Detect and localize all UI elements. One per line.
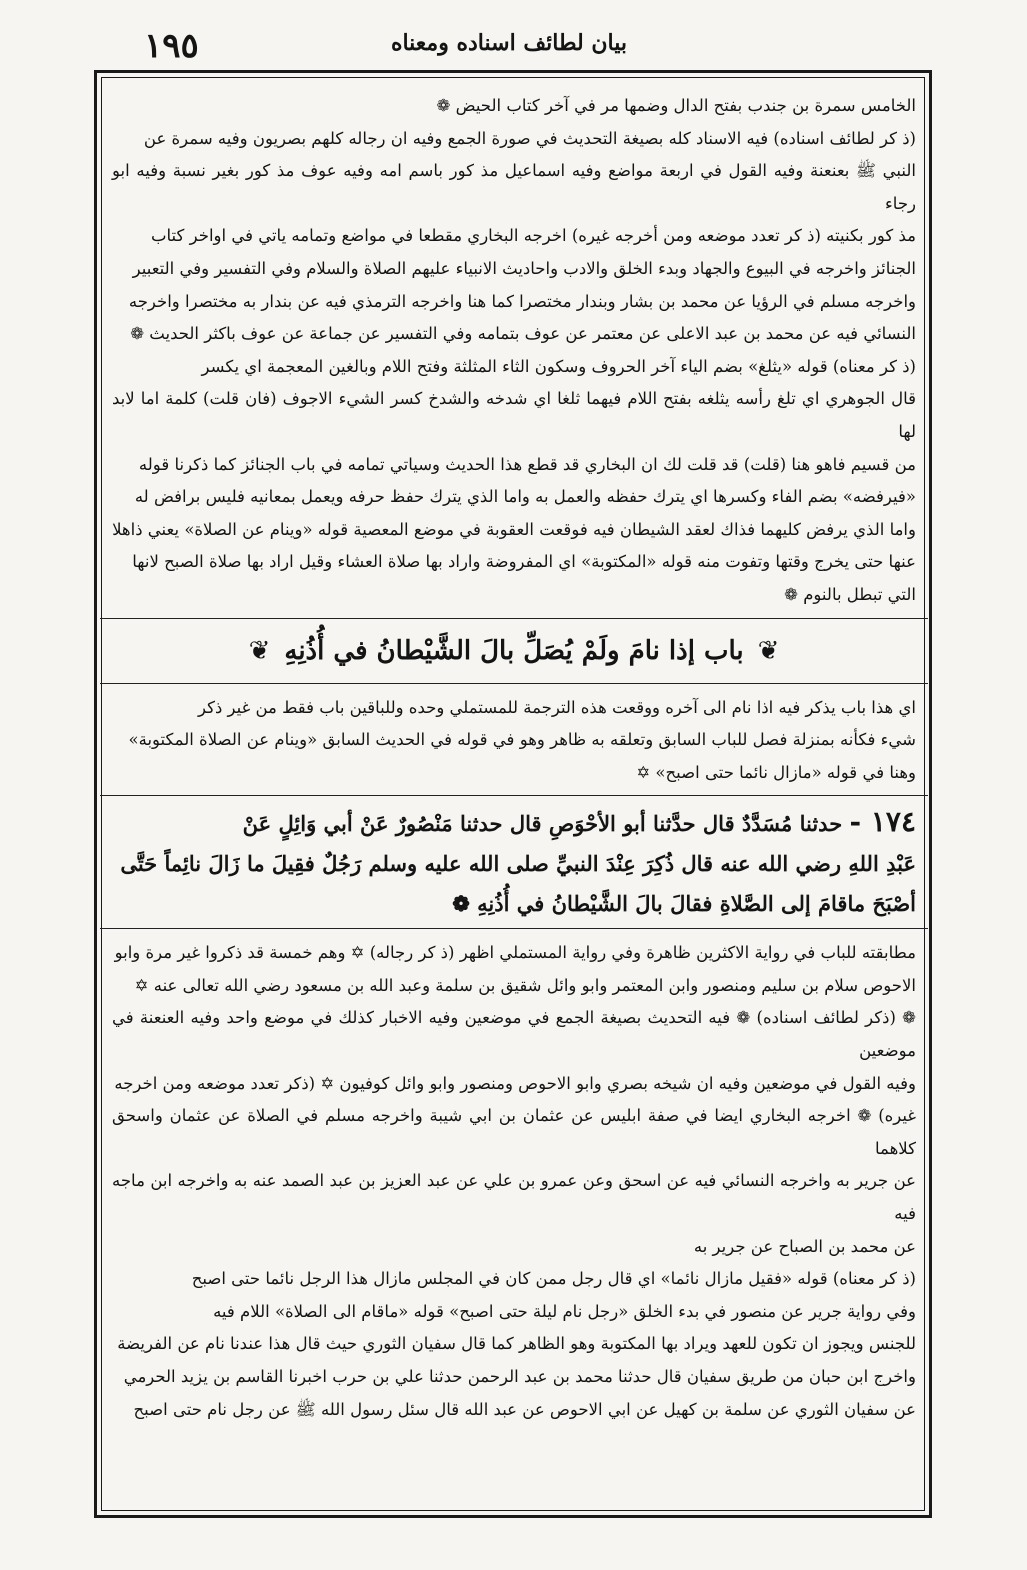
commentary-block-1 — [112, 90, 916, 351]
ornament-icon: ❦ — [757, 635, 780, 666]
text-line: اي هذا باب يذكر فيه اذا نام الى آخره ووقعت هذه الترجمة للمستملي وحده وللباقين باب فقط من غير ذكر — [197, 697, 916, 717]
text-line: التي تبطل بالنوم ❁ — [784, 584, 916, 604]
text-line: النسائي فيه عن محمد بن عبد الاعلى عن معتمر عن عوف بتمامه وفي التفسير عن جماعة عن عوف باكثر الحديث ❁ — [130, 324, 916, 344]
text-line: (ذ كر معناه) قوله «فقيل مازال نائما» اي قال رجل ممن كان في المجلس مازال هذا الرجل نائما حتى اصبح — [191, 1269, 916, 1289]
text-line: عن سفيان الثوري عن سلمة بن كهيل عن ابي الاحوص عن عبد الله قال سئل رسول الله ﷺ عن رجل نام حتى اصبح — [133, 1399, 916, 1419]
text-line: شيء فكأنه بمنزلة فصل للباب السابق وتعلقه به ظاهر وهو في قوله في الحديث السابق «وينام عن الصلاة المكتوبة» — [128, 730, 916, 750]
text-line: ❁ (ذكر لطائف اسناده) ❁ فيه التحديث بصيغة الجمع في موضعين وفيه الاخبار كذلك في موضع واحد وفيه العنعنة في موضعين — [112, 1008, 916, 1061]
text-line: عن محمد بن الصباح عن جرير به — [693, 1236, 916, 1256]
text-line: (ذ كر معناه) قوله «يثلغ» بضم الياء آخر الحروف وسكون الثاء المثلثة وفتح اللام وبالغين المعجمة اي يكسر — [201, 356, 916, 376]
text-line: عن جرير به واخرجه النسائي فيه عن اسحق وعن عمرو بن علي عن عبد العزيز بن عبد الصمد عنه به واخرجه ابن ماجه فيه — [112, 1171, 916, 1224]
text-line: مذ كور بكنيته (ذ كر تعدد موضعه ومن أخرجه غيره) اخرجه البخاري مقطعا في مواضع وتمامه ياتي في اواخر كتاب — [151, 226, 916, 246]
text-line: «فيرفضه» بضم الفاء وكسرها اي يترك حفظه والعمل به واما الذي يترك حفظ حرفه ويعمل بمعانيه فليس برافض له — [134, 487, 916, 507]
text-line: وهنا في قوله «مازال نائما حتى اصبح» ✡ — [636, 762, 916, 782]
text-line: وفي رواية جرير عن منصور في بدء الخلق «رجل نام ليلة حتى اصبح» قوله «ماقام الى الصلاة» اللام فيه — [213, 1301, 916, 1321]
commentary-block-3 — [112, 692, 916, 790]
text-line: من قسيم فاهو هنا (قلت) قد قلت لك ان البخاري قد قطع هذا الحديث وسياتي تمامه في باب الجنائز كما ذكرنا قوله — [138, 454, 916, 474]
text-line: عنها حتى يخرج وقتها وتفوت منه قوله «المكتوبة» اي المفروضة واراد بها صلاة العشاء وقيل اراد بها صلاة الصبح لانها — [132, 552, 916, 572]
text-line: الاحوص سلام بن سليم ومنصور وابن المعتمر وابو وائل شقيق بن سلمة وعبد الله بن مسعود رضي الله تعالى عنه ✡ — [134, 975, 916, 995]
ornament-icon: ❦ — [248, 635, 271, 666]
text-line: للجنس ويجوز ان تكون للعهد ويراد بها المكتوبة وهو الظاهر كما قال سفيان الثوري حيث قال هذا عندنا نام عن الفريضة — [117, 1334, 916, 1354]
text-line: الخامس سمرة بن جندب بفتح الدال وضمها مر في آخر كتاب الحيض ❁ — [436, 96, 916, 115]
hadith-number: ١٧٤ - — [849, 805, 916, 839]
text-line: واخرجه مسلم في الرؤيا عن محمد بن بشار وبندار مختصرا كما هنا واخرجه الترمذي فيه عن بندار به مختصرا واخرجه — [128, 291, 916, 311]
chapter-heading — [100, 618, 928, 684]
page-content — [112, 90, 916, 1510]
text-line: النبي ﷺ بعنعنة وفيه القول في اربعة مواضع وفيه اسماعيل مذ كور باسم امه وفيه عوف مذ كور بغير نسبة وفيه ابو رجاء — [112, 161, 916, 213]
text-line: قال الجوهري اي تلغ رأسه يثلغه بفتح اللام فيهما ثلغا اي شدخه والشدخ كسر الشيء الاجوف (فان قلت) كلمة اما لابد لها — [112, 389, 916, 441]
text-line: مطابقته للباب في رواية الاكثرين ظاهرة وفي رواية المستملي اظهر (ذ كر رجاله) ✡ وهم خمسة قد ذكروا غير مرة وابو — [114, 943, 916, 963]
text-line: واما الذي يرفض كليهما فذاك لعقد الشيطان فيه فوقعت العقوبة في موضع المعصية قوله «وينام عن الصلاة» يعني ذاهلا — [112, 519, 916, 539]
page-number: ١٩٥ — [144, 26, 199, 66]
text-line: (ذ كر لطائف اسناده) فيه الاسناد كله بصيغة التحديث في صورة الجمع وفيه ان رجاله كلهم بصريون وفيه سمرة عن — [143, 128, 916, 148]
text-line: وفيه القول في موضعين وفيه ان شيخه بصري وابو الاحوص ومنصور وابو وائل كوفيون ✡ (ذكر تعدد موضعه ومن اخرجه — [114, 1073, 916, 1093]
text-line: الجنائز واخرجه في البيوع والجهاد وبدء الخلق والادب واحاديث الانبياء عليهم الصلاة والسلام وفي التفسير وفي التعبير — [132, 258, 916, 278]
commentary-block-4 — [112, 937, 916, 1263]
hadith-line — [112, 802, 916, 844]
page-header — [100, 22, 927, 70]
chapter-title: باب إذا نامَ ولَمْ يُصَلِّ بالَ الشَّيْطانُ في أُذُنِهِ — [284, 635, 744, 666]
hadith-line: عَبْدِ اللهِ رضي الله عنه قال ذُكِرَ عِنْدَ النبيِّ صلى الله عليه وسلم رَجُلٌ فقِيلَ ما زَالَ نائِماً حَتَّى — [120, 851, 916, 877]
commentary-block-5 — [112, 1263, 916, 1426]
text-line: واخرج ابن حبان من طريق سفيان قال حدثنا محمد بن عبد الرحمن حدثنا علي بن حرب اخبرنا القاسم بن يزيد الحرمي — [123, 1367, 916, 1386]
running-title: بيان لطائف اسناده ومعناه — [390, 30, 627, 56]
commentary-block-2 — [112, 351, 916, 612]
text-line: غيره) ❁ اخرجه البخاري ايضا في صفة ابليس عن عثمان بن ابي شيبة واخرجه مسلم في الصلاة عن عثمان واسحق كلاهما — [112, 1106, 916, 1158]
hadith-line: أصْبَحَ ماقامَ إلى الصَّلاةِ فقالَ بالَ الشَّيْطانُ في أُذُنِهِ ❁ — [452, 891, 916, 917]
hadith-text — [100, 795, 928, 929]
hadith-line-text: حدثنا مُسَدَّدٌ قال حدَّثنا أبو الأحْوَصِ قال حدثنا مَنْصُورٌ عَنْ أبي وَائِلٍ عَنْ — [242, 811, 843, 837]
